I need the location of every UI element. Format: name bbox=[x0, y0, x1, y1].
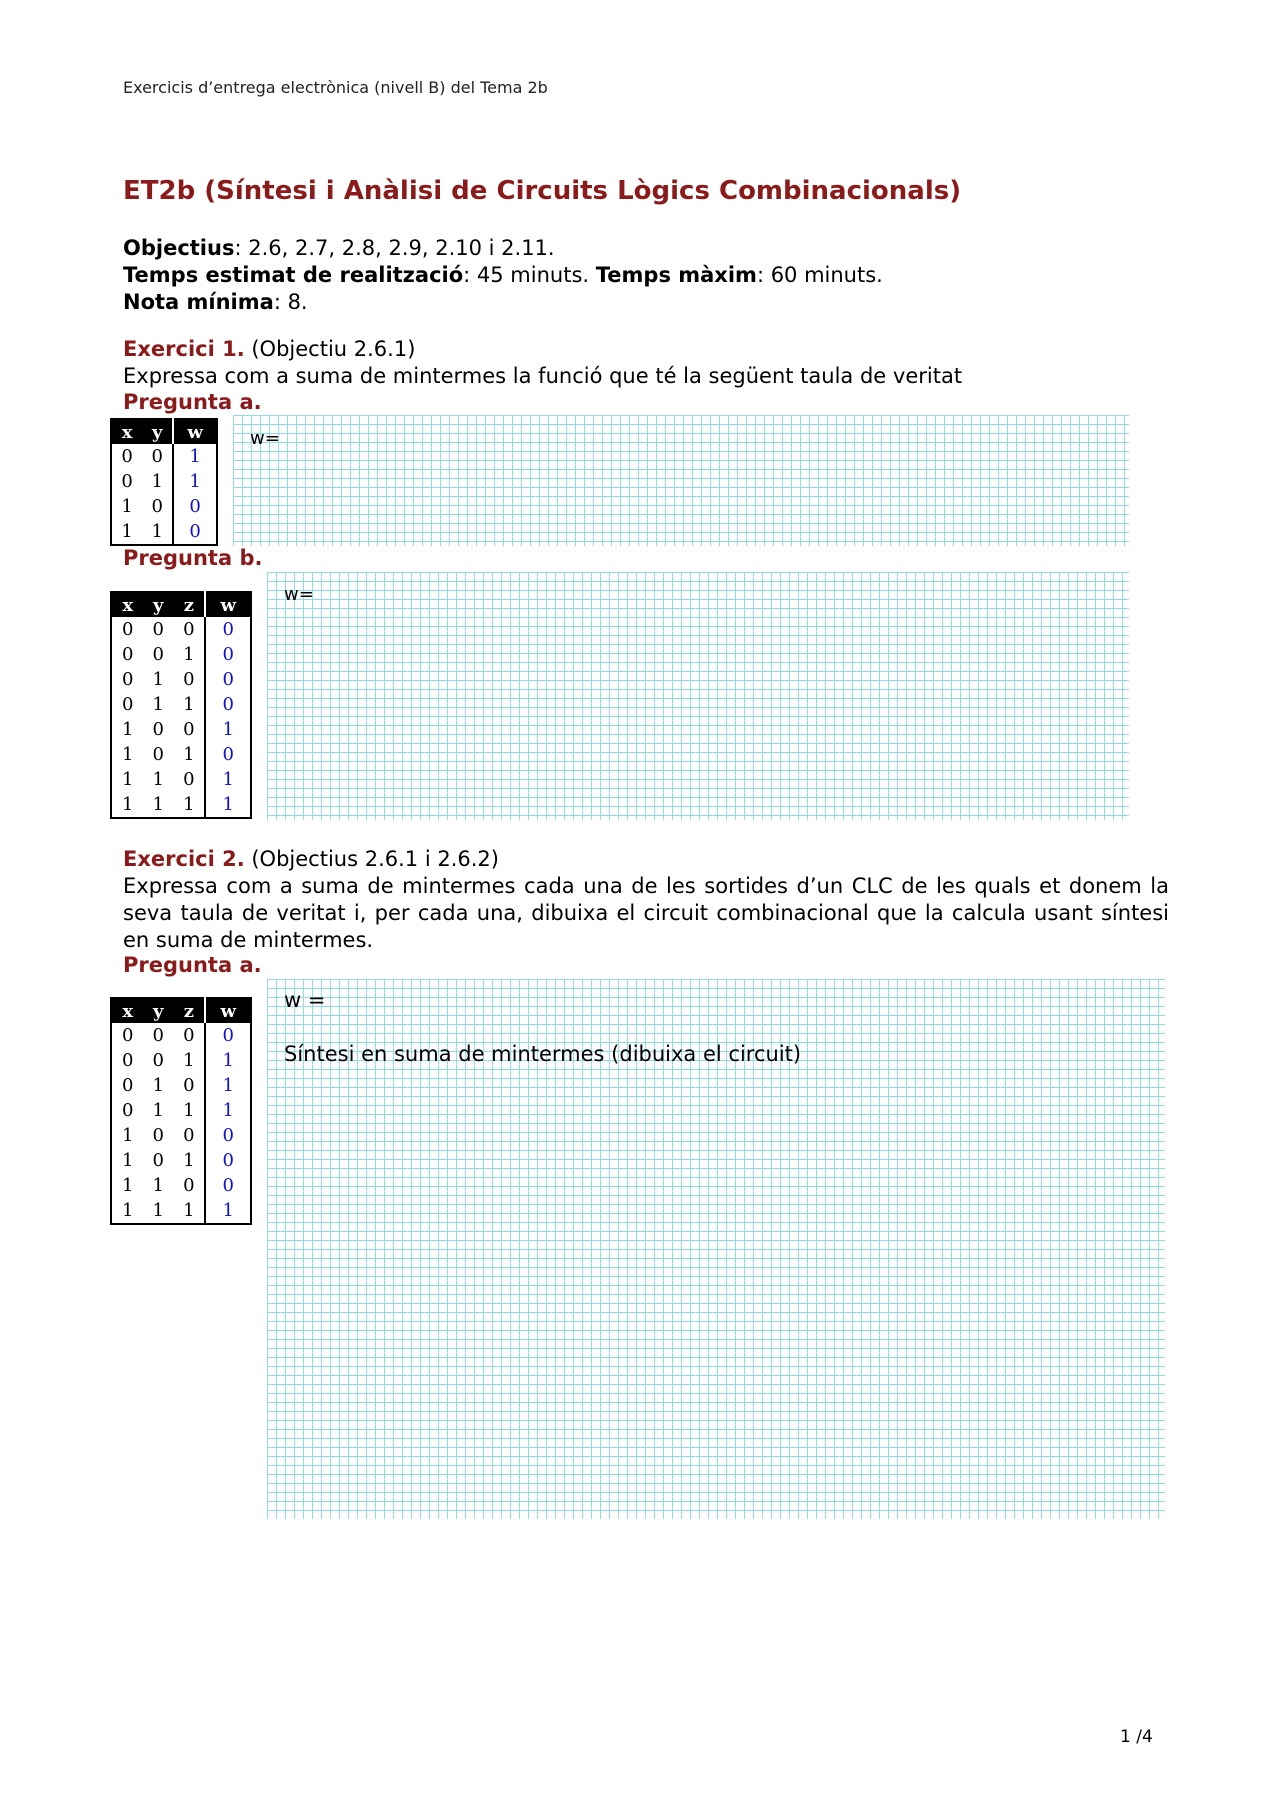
table-header-z: z bbox=[173, 998, 205, 1023]
table-row bbox=[111, 617, 251, 642]
table-row bbox=[111, 1098, 251, 1123]
ex1-objective: (Objectiu 2.6.1) bbox=[244, 337, 416, 361]
input-cell: 0 bbox=[183, 769, 195, 790]
output-cell: 1 bbox=[173, 469, 217, 494]
input-cell: 0 bbox=[152, 1125, 164, 1146]
table-header-w: w bbox=[205, 592, 251, 617]
input-cell: 1 bbox=[152, 669, 164, 690]
output-cell: 1 bbox=[205, 1198, 251, 1224]
input-cell: 1 bbox=[121, 1175, 134, 1196]
input-cell: 1 bbox=[121, 1150, 134, 1171]
table-header-y: y bbox=[143, 592, 173, 617]
input-cell: 0 bbox=[151, 496, 163, 517]
input-cell: 0 bbox=[121, 471, 133, 492]
page-number: 1 /4 bbox=[1120, 1727, 1153, 1747]
output-cell: 1 bbox=[205, 1048, 251, 1073]
temps-value: : 45 minuts. bbox=[463, 263, 596, 287]
nota-label: Nota mínima bbox=[123, 290, 274, 314]
input-cell: 0 bbox=[183, 669, 195, 690]
table-row bbox=[111, 742, 251, 767]
meta-info bbox=[123, 235, 883, 316]
input-cell: 1 bbox=[183, 694, 195, 715]
table-header-y: y bbox=[142, 419, 173, 444]
table-header-x: x bbox=[111, 998, 143, 1023]
input-cell: 1 bbox=[152, 1175, 164, 1196]
input-cell: 0 bbox=[151, 446, 163, 467]
temps-label: Temps estimat de realització bbox=[123, 263, 464, 287]
table-row bbox=[111, 767, 251, 792]
nota-value: : 8. bbox=[273, 290, 308, 314]
input-cell: 1 bbox=[183, 1050, 195, 1071]
output-cell: 1 bbox=[205, 792, 251, 818]
table-row bbox=[111, 469, 217, 494]
table-row bbox=[111, 792, 251, 818]
output-cell: 0 bbox=[205, 1148, 251, 1173]
input-cell: 0 bbox=[152, 719, 164, 740]
ex1-answer-area-b[interactable] bbox=[267, 572, 1129, 820]
input-cell: 0 bbox=[152, 1150, 164, 1171]
table-row bbox=[111, 1023, 251, 1048]
input-cell: 0 bbox=[121, 619, 134, 640]
table-header-y: y bbox=[143, 998, 173, 1023]
table-row bbox=[111, 1148, 251, 1173]
page-title: ET2b (Síntesi i Anàlisi de Circuits Lògics Combinacionals) bbox=[123, 176, 962, 206]
input-cell: 0 bbox=[183, 719, 195, 740]
table-row bbox=[111, 494, 217, 519]
output-cell: 0 bbox=[205, 617, 251, 642]
ex1-statement: Expressa com a suma de mintermes la funció que té la següent taula de veritat bbox=[123, 364, 963, 388]
input-cell: 1 bbox=[183, 744, 195, 765]
input-cell: 1 bbox=[121, 744, 134, 765]
ex2-heading bbox=[123, 846, 499, 873]
output-cell: 0 bbox=[205, 1023, 251, 1048]
table-row bbox=[111, 1123, 251, 1148]
input-cell: 1 bbox=[121, 496, 133, 517]
ex2-label: Exercici 2. bbox=[123, 847, 245, 871]
table-row bbox=[111, 1073, 251, 1098]
input-cell: 0 bbox=[121, 669, 134, 690]
output-cell: 0 bbox=[173, 494, 217, 519]
ex2-circuit-label: Síntesi en suma de mintermes (dibuixa el circuit) bbox=[284, 1042, 802, 1066]
objectius-value: : 2.6, 2.7, 2.8, 2.9, 2.10 i 2.11. bbox=[234, 236, 555, 260]
ex1-answer-area-a[interactable] bbox=[233, 415, 1129, 546]
input-cell: 1 bbox=[121, 719, 134, 740]
input-cell: 0 bbox=[121, 1025, 134, 1046]
input-cell: 1 bbox=[183, 1100, 195, 1121]
table-row bbox=[111, 1173, 251, 1198]
output-cell: 0 bbox=[173, 519, 217, 545]
input-cell: 0 bbox=[152, 644, 164, 665]
ex1-pregunta-a: Pregunta a. bbox=[123, 390, 262, 414]
input-cell: 0 bbox=[121, 644, 134, 665]
ex2-statement: Expressa com a suma de mintermes cada una de les sortides d’un CLC de les quals et donem la seva taula de veritat i, per cada una, dibuixa el circuit combinacional que la calcula usant síntesi en suma de mintermes. bbox=[123, 874, 1169, 952]
input-cell: 1 bbox=[152, 1100, 164, 1121]
table-row bbox=[111, 642, 251, 667]
output-cell: 0 bbox=[205, 667, 251, 692]
output-cell: 1 bbox=[205, 767, 251, 792]
input-cell: 1 bbox=[152, 694, 164, 715]
table-header-z: z bbox=[173, 592, 205, 617]
input-cell: 1 bbox=[152, 794, 164, 815]
input-cell: 0 bbox=[121, 1050, 134, 1071]
input-cell: 1 bbox=[121, 1125, 134, 1146]
input-cell: 1 bbox=[183, 794, 195, 815]
ex1-pregunta-b: Pregunta b. bbox=[123, 546, 263, 570]
input-cell: 1 bbox=[183, 1200, 195, 1221]
input-cell: 1 bbox=[121, 1200, 134, 1221]
input-cell: 1 bbox=[151, 471, 163, 492]
ex2-answer-w-label: w = bbox=[284, 988, 326, 1012]
ex1-label: Exercici 1. bbox=[123, 337, 245, 361]
input-cell: 1 bbox=[121, 521, 133, 542]
input-cell: 1 bbox=[152, 1200, 164, 1221]
table-header-w: w bbox=[205, 998, 251, 1023]
input-cell: 0 bbox=[183, 1175, 195, 1196]
table-header-w: w bbox=[173, 419, 217, 444]
output-cell: 1 bbox=[205, 1098, 251, 1123]
input-cell: 0 bbox=[121, 446, 133, 467]
input-cell: 1 bbox=[121, 769, 134, 790]
table-row bbox=[111, 519, 217, 545]
input-cell: 1 bbox=[152, 1075, 164, 1096]
table-row bbox=[111, 667, 251, 692]
output-cell: 0 bbox=[205, 1173, 251, 1198]
ex2-objective: (Objectius 2.6.1 i 2.6.2) bbox=[244, 847, 499, 871]
input-cell: 0 bbox=[121, 1100, 134, 1121]
input-cell: 0 bbox=[121, 1075, 134, 1096]
table-row bbox=[111, 717, 251, 742]
output-cell: 0 bbox=[205, 692, 251, 717]
table-header-x: x bbox=[111, 419, 142, 444]
input-cell: 0 bbox=[183, 1025, 195, 1046]
objectius-label: Objectius bbox=[123, 236, 235, 260]
input-cell: 1 bbox=[151, 521, 163, 542]
input-cell: 0 bbox=[183, 1075, 195, 1096]
input-cell: 0 bbox=[152, 1050, 164, 1071]
input-cell: 0 bbox=[152, 619, 164, 640]
output-cell: 0 bbox=[205, 642, 251, 667]
output-cell: 0 bbox=[205, 742, 251, 767]
table-row bbox=[111, 692, 251, 717]
output-cell: 1 bbox=[173, 444, 217, 469]
ex1-heading bbox=[123, 336, 415, 363]
table-row bbox=[111, 1048, 251, 1073]
table-row bbox=[111, 1198, 251, 1224]
output-cell: 1 bbox=[205, 1073, 251, 1098]
temps-max-label: Temps màxim bbox=[595, 263, 757, 287]
truth-table-ex1a bbox=[110, 418, 218, 546]
truth-table-ex1b bbox=[110, 591, 252, 819]
truth-table-ex2 bbox=[110, 997, 252, 1225]
input-cell: 1 bbox=[183, 1150, 195, 1171]
output-cell: 0 bbox=[205, 1123, 251, 1148]
input-cell: 0 bbox=[152, 1025, 164, 1046]
input-cell: 0 bbox=[183, 1125, 195, 1146]
page-header: Exercicis d’entrega electrònica (nivell B) del Tema 2b bbox=[123, 78, 548, 97]
table-row bbox=[111, 444, 217, 469]
table-header-x: x bbox=[111, 592, 143, 617]
temps-max-value: : 60 minuts. bbox=[756, 263, 883, 287]
input-cell: 1 bbox=[121, 794, 134, 815]
input-cell: 0 bbox=[183, 619, 195, 640]
output-cell: 1 bbox=[205, 717, 251, 742]
input-cell: 1 bbox=[183, 644, 195, 665]
ex1-answer-b-label: w= bbox=[284, 584, 314, 605]
input-cell: 0 bbox=[121, 694, 134, 715]
ex2-pregunta-a: Pregunta a. bbox=[123, 953, 262, 977]
input-cell: 1 bbox=[152, 769, 164, 790]
ex1-answer-a-label: w= bbox=[250, 428, 280, 449]
input-cell: 0 bbox=[152, 744, 164, 765]
